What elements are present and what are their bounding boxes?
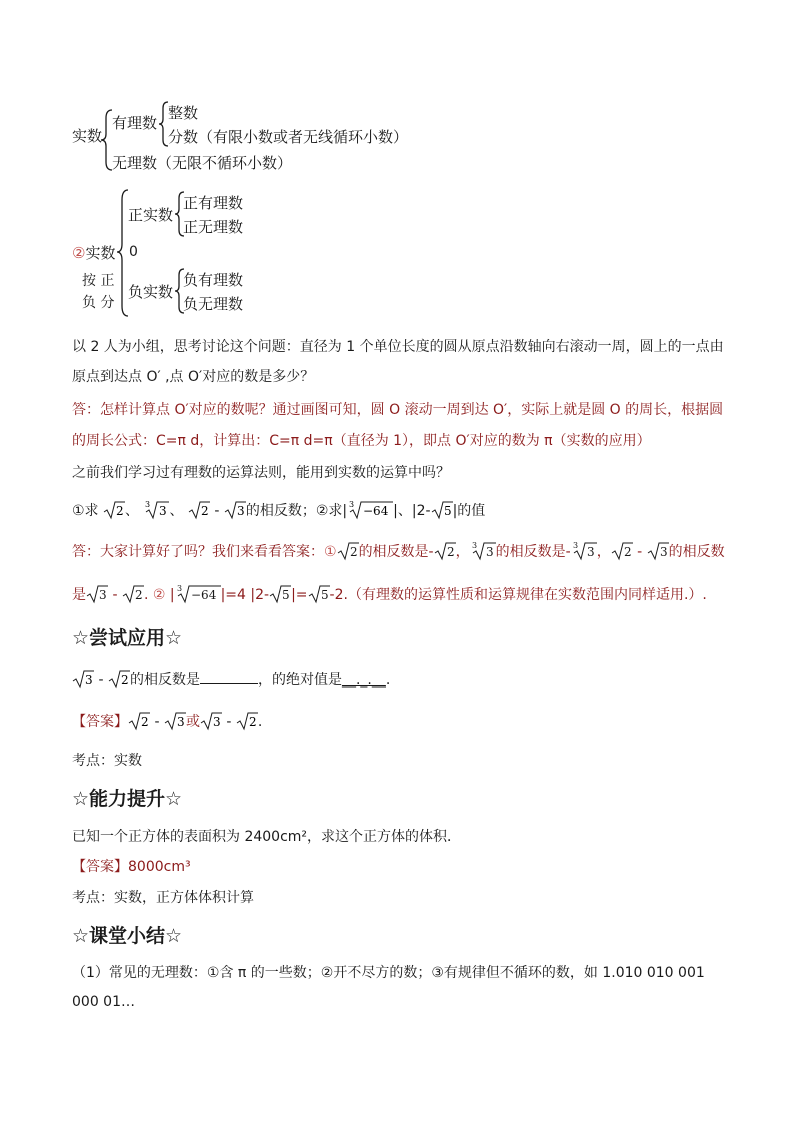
problem-text-3: |、|2- [393,503,431,519]
section1-kaodian: 考点：实数 [72,753,142,769]
sqrt-2 [236,711,258,731]
sqrt-2 [103,500,125,520]
root-index: 3 [349,500,355,509]
radicand: 3 [586,545,595,559]
section2-answer [72,856,191,876]
answer2-text-b5: -2.（有理数的运算性质和运算规律在实数范围内同样适用.）. [329,587,707,603]
tree2-pos-irrational: 正无理数 [183,218,244,236]
sqrt-2 [611,541,633,561]
sqrt-2 [434,541,456,561]
radicand: 2 [134,588,143,602]
sqrt-5 [269,584,291,604]
root-index: 3 [572,541,578,550]
tree1-integer: 整数 [168,104,199,122]
answer2-text-b4: |= [291,587,308,603]
tree2-pos-rational: 正有理数 [183,194,244,212]
tree2-zero: 0 [129,244,138,260]
sqrt-2 [337,541,359,561]
period: . [143,587,149,603]
radicand: 3 [212,715,221,729]
section1-q-end: ，的绝对值是 [257,672,342,688]
radicand: 2 [248,715,257,729]
section-title-try: ☆尝试应用☆ [72,627,183,649]
answer2-text-5: 的相反数 [668,544,725,560]
radicand: 2 [120,673,129,687]
radicand: 5 [443,504,452,518]
answer-label: 【答案】 [72,859,128,875]
cbrt-neg64 [347,500,393,520]
radicand: 3 [236,504,245,518]
answer2-line2: 是 3 - 2 . ② | 3 −64 |=4 |2- 5 |= 5 -2.（有理数的运算性质和运算规律在实数范围内同样适用.）. [72,584,707,603]
cbrt-neg64 [175,584,221,604]
radicand: 3 [85,673,93,687]
root-index: 3 [145,500,151,509]
answer2-line1 [72,541,725,561]
tree1-rational: 有理数 [112,114,158,132]
minus-sign: - [150,714,164,730]
circle-number-2: ② [152,587,166,603]
minus-sign: - [632,544,647,560]
tree2-positive: 正实数 [128,206,174,224]
radicand: 5 [282,588,290,602]
minus-sign: - [108,587,122,603]
radicand: 3 [659,545,668,559]
radicand: 2 [349,545,358,559]
sqrt-3 [224,500,246,520]
circle-number-1: ① [324,544,337,560]
separator: 、 [125,503,140,519]
answer-value: 8000cm³ [128,859,191,875]
section2-question: 已知一个正方体的表面积为 2400cm²，求这个正方体的体积． [72,829,462,845]
answer2-text-4: 的相反数是- [495,544,571,560]
problem-line [72,500,485,520]
radicand: 3 [159,504,168,518]
radicand: 3 [99,588,107,602]
minus-sign: - [209,503,224,519]
sqrt-2 [188,500,210,520]
minus-sign: - [221,714,236,730]
sqrt-3 [164,711,186,731]
tree2-neg-rational: 负有理数 [183,271,244,289]
tree2-negative: 负实数 [128,283,174,301]
question2: 之前我们学习过有理数的运算法则，能用到实数的运算中吗？ [72,465,450,481]
answer-blank-2[interactable]: __._.__ [341,672,386,688]
comma: ， [596,544,611,560]
question1-line1: 以 2 人为小组，思考讨论这个问题：直径为 1 个单位长度的圆从原点沿数轴向右滚动一周，圆上的一点由 [72,339,724,355]
answer1-line1: 答：怎样计算点 O′对应的数呢？通过画图可知，圆 O 滚动一周到达 O′，实际上就是圆 O 的周长，根据圆 [72,402,724,418]
sqrt-3 [86,584,108,604]
radicand: 3 [176,715,185,729]
section1-q-mid: 的相反数是 [129,672,200,688]
sqrt-2 [122,584,144,604]
sqrt-3 [200,711,222,731]
section1-answer [72,711,262,731]
question1-line2: 原点到达点 O′ ,点 O′对应的数是多少？ [72,369,315,385]
tree2-root-line [72,242,115,263]
root-index: 3 [176,584,182,593]
tree2-root: 实数 [85,244,116,262]
section-title-ability: ☆能力提升☆ [72,788,183,810]
period: . [257,714,263,730]
radicand: 5 [320,588,329,602]
problem-text-1: ①求 [72,503,99,519]
answer2-text-1: 答：大家计算好了吗？我们来看看答案： [72,544,324,560]
sqrt-5 [308,584,330,604]
radicand: 2 [141,715,149,729]
period: . [385,672,391,688]
answer2-text-3: 的相反数是- [358,544,434,560]
answer2-text-b3: |=4 |2- [220,587,270,603]
tree1-irrational: 无理数（无限不循环小数） [112,154,293,172]
section1-question [72,669,390,689]
minus-sign: - [94,672,108,688]
radicand: 2 [623,545,632,559]
sqrt-2 [108,669,130,689]
answer-or: 或 [185,714,200,730]
sqrt-2 [128,711,150,731]
radicand: −64 [190,588,216,602]
section-title-summary: ☆课堂小结☆ [72,925,183,947]
sqrt-3 [72,669,94,689]
circle-number-2: ② [72,244,86,262]
radicand: 2 [116,504,124,518]
section3-line1: （1）常见的无理数：①含 π 的一些数；②开不尽方的数；③有规律但不循环的数，如 1.010 010 001 [72,965,705,981]
radicand: 2 [200,504,209,518]
radicand: 2 [446,545,455,559]
separator: 、 [169,503,184,519]
tree1-fraction: 分数（有限小数或者无线循环小数） [168,128,409,146]
root-index: 3 [471,541,477,550]
sqrt-3 [647,541,669,561]
tree2-note-2: 负 分 [82,295,115,311]
sqrt-5 [431,500,453,520]
cbrt-3 [470,541,496,561]
radicand: −64 [363,504,389,518]
problem-text-2: 的相反数；②求| [245,503,348,519]
cbrt-3 [143,500,169,520]
tree1-root: 实数 [72,127,103,145]
answer2-text-b1: 是 [72,587,86,603]
comma: ， [455,544,470,560]
answer-label: 【答案】 [72,714,128,730]
tree2-neg-irrational: 负无理数 [183,295,244,313]
tree2-note-1: 按 正 [82,273,115,289]
section2-kaodian: 考点：实数，正方体体积计算 [72,890,254,906]
cbrt-3 [571,541,597,561]
answer1-line2: 的周长公式：C=π d，计算出：C=π d=π（直径为 1），即点 O′对应的数为 π（实数的应用） [72,433,651,449]
problem-text-4: |的值 [452,503,486,519]
answer-blank-1[interactable] [200,669,258,684]
section3-line2: 000 01… [72,994,135,1010]
radicand: 3 [485,545,494,559]
